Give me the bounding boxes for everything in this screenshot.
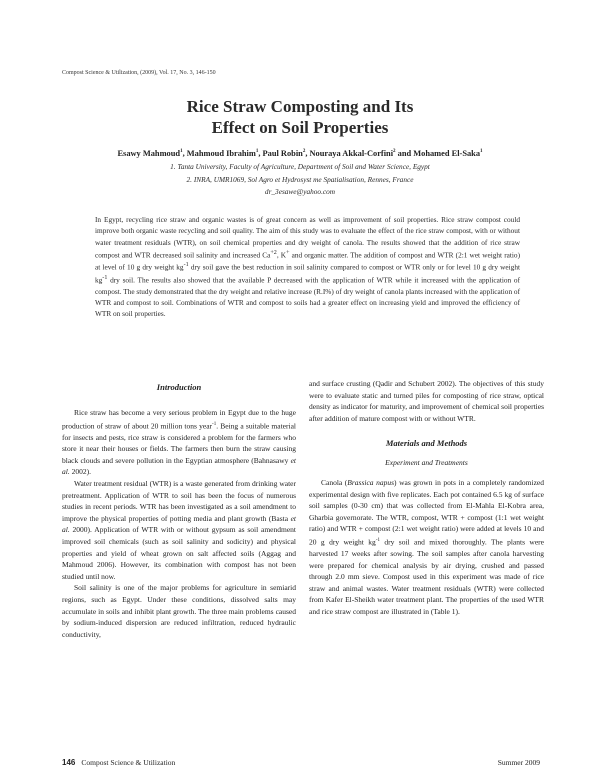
author-email: dr_3esawe@yahoo.com: [264, 187, 336, 196]
journal-name: Compost Science & Utilization: [81, 758, 176, 767]
superscript: -1: [212, 421, 217, 427]
running-head: Compost Science & Utilization, (2009), Vol. 17, No. 3, 146-150: [62, 70, 216, 76]
paragraph-text: Rice straw has become a very serious problem in Egypt due to the huge production of straw of about 20 million tons year: [62, 408, 296, 431]
article-title-line-1: Rice Straw Composting and Its: [186, 97, 414, 116]
author-affiliation-mark: 1: [180, 149, 183, 155]
affiliation-1: 1. Tanta University, Faculty of Agriculture, Department of Soil and Water Science, Egypt: [170, 162, 430, 171]
superscript: -1: [183, 262, 189, 269]
author-list: Esawy Mahmoud$^1$, Mahmoud Ibrahim$^1$, Paul Robin$^2$, Nouraya Akkal-Corfini$^2$ and Mohamed El-Saka$^1$: [117, 149, 483, 158]
methods-paragraph-1: [309, 477, 544, 618]
species-name: Brassica napus: [347, 477, 395, 487]
paragraph-text: . Being a suitable material for insects and pests, rice straw is considered a problem for the farmers who store it near their houses or fields. The farmers then burn the straw causing black clouds and severe pollution in the Egyptian atmosphere (Bahnasawy: [62, 421, 296, 465]
abstract: [95, 214, 520, 320]
superscript: -1: [102, 275, 108, 282]
et-al: et al.: [62, 455, 296, 477]
abstract-text: and organic matter. The addition of compost and WTR (2:1 wet weight ratio) at level of 10 g dry weight kg: [95, 250, 521, 272]
issue-date: Summer 2009: [497, 758, 540, 767]
intro-paragraph-2: [62, 478, 296, 582]
intro-paragraph-1: [62, 407, 296, 478]
author-affiliation-mark: 2: [302, 149, 306, 155]
introduction-heading: Introduction: [156, 382, 202, 392]
abstract-text: dry soil gave the best reduction in soil salinity compared to compost or WTR only or for level 10 g dry weight kg: [95, 262, 521, 285]
experiment-subheading: Experiment and Treatments: [385, 458, 468, 468]
intro-continuation: and surface crusting (Qadir and Schubert 2002). The objectives of this study were to evaluate static and turned piles for composting of rice straw, optical density as indicator for maturity, and improvement of chemical soil properties after addition of mature compost with or without WTR.: [309, 379, 544, 423]
right-column: [309, 378, 544, 618]
paragraph-text: ) was grown in pots in a completely randomized experimental design with five replicates. Each pot contained 6.5 kg of surface soil samples (0-30 cm) that was collected from El-Mahla El-Kobra area, Gharbia governorate. The WTR, compost, WTR + compost (1:1 wet weight ratio) and WTR + compost (2:1 wet weight ratio) were added at levels 10 and 20 g dry weight kg: [309, 477, 544, 547]
abstract-text: dry soil. The results also showed that the available P decreased with the application of WTR while it increased with the application of compost. The study demonstrated that the dry weight and relative increase (R.I%) of dry weight of canola plants increased with the application of WTR and compost to soil. Combinations of WTR and compost to soils had a greater effect on increasing yield and improved the efficiency of WTR on soil properties.: [95, 275, 520, 319]
left-column: [62, 382, 296, 640]
author-name: Nouraya Akkal-Corfini: [309, 149, 394, 158]
superscript: +2: [270, 249, 277, 256]
article-title-line-2: Effect on Soil Properties: [211, 118, 389, 137]
paragraph-text: 2002).: [69, 467, 91, 477]
author-affiliation-mark: 1: [480, 149, 483, 155]
footer-left: [62, 758, 175, 767]
materials-methods-heading: Materials and Methods: [385, 438, 468, 449]
author-affiliation-mark: 2: [393, 149, 396, 155]
superscript: +: [286, 249, 290, 256]
author-affiliation-mark: 1: [255, 149, 259, 155]
author-name: Mohamed El-Saka: [413, 149, 481, 158]
author-name: Esawy Mahmoud: [117, 149, 181, 158]
abstract-text: In Egypt, recycling rice straw and organic wastes is of great concern as well as improvement of soil properties. Rice straw compost could improve both organic waste recycling and soil quality. The aim of this study was to evaluate the effect of the rice straw compost, with or without water treatment residuals (WTR), on soil chemical properties and dry weight of canola. The results showed that the addition of rice straw compost and WTR decreased soil salinity and increased Ca: [95, 215, 520, 260]
page-number: 146: [62, 758, 76, 767]
affiliation-2: 2. INRA, UMR1069, Sol Agro et Hydrosyst me Spatialisation, Rennes, France: [186, 175, 414, 184]
intro-paragraph-3: Soil salinity is one of the major problems for agriculture in semiarid regions, such as Egypt. Under these conditions, dissolved salts may accumulate in soils and inhibit plant growth. The three main problems caused by sodium-induced dispersion are reduced infiltration, reduced hydraulic conductivity,: [62, 583, 296, 639]
abstract-text: , K: [276, 250, 287, 260]
paragraph-text: Water treatment residual (WTR) is a waste generated from drinking water pretreatment. Application of WTR to soil has been the focus of numerous studies in recent periods. WTR has been investigated as a soil amendment to improve the physical properties of potting media and plant growth (Basta: [62, 479, 296, 523]
superscript: -1: [375, 537, 380, 543]
author-name: Paul Robin: [262, 149, 303, 158]
paragraph-text: 2000). Application of WTR with or without gypsum as soil amendment improved soil chemicals (such as soil salinity and sodicity) and physical properties and yield of wheat grown on salt affected soils (Aggag and Mahmoud 2006). However, its combination with compost has not been studied until now.: [62, 525, 296, 581]
paragraph-text: dry soil and mixed thoroughly. The plants were harvested 17 weeks after sowing. The soil samples after canola harvesting were prepared for chemical analysis by air drying, crushed and passed through 2.0 mm sieve. Compost used in this experiment was made of rice straw and animal wastes. Water treatment residuals (WTR) were collected from Kafer El-Sheikh water treatment plant. The properties of the used WTR and rice straw compost are illustrated in (Table 1).: [309, 537, 544, 616]
et-al: et al.: [62, 513, 296, 535]
paragraph-text: Canola (: [321, 477, 348, 487]
author-name: Mahmoud Ibrahim: [186, 149, 256, 158]
